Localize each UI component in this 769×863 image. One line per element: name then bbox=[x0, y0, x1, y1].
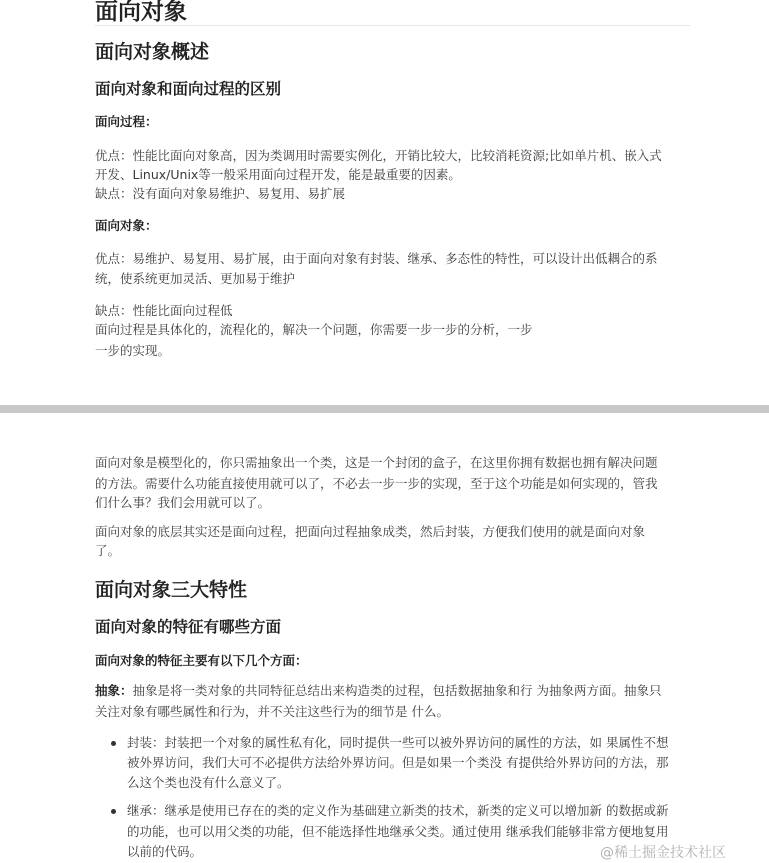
text-line: 优点：易维护、易复用、易扩展，由于面向对象有封装、继承、多态性的特性，可以设计出低耦合的系 bbox=[95, 251, 658, 266]
label-procedural: 面向过程： bbox=[95, 114, 158, 129]
text-line: 们什么事？我们会用就可以了。 bbox=[95, 495, 271, 510]
list-item-line: 封装：封装把一个对象的属性私有化，同时提供一些可以被外界访问的属性的方法，如 果属性不想 bbox=[127, 735, 669, 750]
text-line: 面向对象是模型化的，你只需抽象出一个类，这是一个封闭的盒子，在这里你拥有数据也拥有解决问题 bbox=[95, 455, 658, 470]
list-item-line: 的功能，也可以用父类的功能，但不能选择性地继承父类。通过使用 继承我们能够非常方便地复用 bbox=[127, 824, 669, 839]
page-separator bbox=[0, 405, 769, 413]
abstraction-label: 抽象： bbox=[95, 683, 133, 698]
text-line: 缺点：性能比面向过程低 bbox=[95, 303, 233, 318]
text-line: 开发、Linux/Unix等一般采用面向过程开发，能是最重要的因素。 bbox=[95, 167, 461, 182]
watermark: @稀土掘金技术社区 bbox=[600, 845, 726, 861]
text-line: 一步的实现。 bbox=[95, 343, 171, 358]
text-line: 了。 bbox=[95, 543, 121, 558]
features-intro: 面向对象的特征主要有以下几个方面： bbox=[95, 653, 308, 668]
label-oop: 面向对象： bbox=[95, 218, 158, 233]
heading-three-features: 面向对象三大特性 bbox=[95, 579, 248, 601]
title-divider bbox=[95, 25, 690, 26]
heading-features: 面向对象的特征有哪些方面 bbox=[95, 618, 282, 636]
text-line: 关注对象有哪些属性和行为，并不关注这些行为的细节是 什么。 bbox=[95, 704, 449, 719]
text-line: 面向对象的底层其实还是面向过程，把面向过程抽象成类，然后封装，方便我们使用的就是面向对象 bbox=[95, 524, 646, 539]
abstraction-line bbox=[95, 681, 662, 701]
text-line: 统，使系统更加灵活、更加易于维护 bbox=[95, 271, 296, 286]
text-line: 优点：性能比面向对象高，因为类调用时需要实例化，开销比较大，比较消耗资源;比如单片机、嵌入式 bbox=[95, 148, 662, 163]
list-item-line: 被外界访问，我们大可不必提供方法给外界访问。但是如果一个类没 有提供给外界访问的方法，那 bbox=[127, 755, 669, 770]
heading-difference: 面向对象和面向过程的区别 bbox=[95, 80, 282, 98]
list-item-line: 以前的代码。 bbox=[127, 844, 203, 859]
list-item-line: 继承：继承是使用已存在的类的定义作为基础建立新类的技术，新类的定义可以增加新 的数据或新 bbox=[127, 803, 669, 818]
text-line: 面向过程是具体化的，流程化的，解决一个问题，你需要一步一步的分析，一步 bbox=[95, 322, 533, 337]
bullet-icon bbox=[111, 741, 116, 746]
text: 抽象是将一类对象的共同特征总结出来构造类的过程，包括数据抽象和行 为抽象两方面。抽象只 bbox=[132, 683, 662, 698]
text-line: 缺点：没有面向对象易维护、易复用、易扩展 bbox=[95, 186, 346, 201]
heading-overview: 面向对象概述 bbox=[95, 41, 210, 63]
bullet-icon bbox=[111, 809, 116, 814]
text-line: 的方法。需要什么功能直接使用就可以了，不必去一步一步的实现，至于这个功能是如何实现的，管我 bbox=[95, 476, 658, 491]
page-title: 面向对象 bbox=[95, 0, 187, 25]
list-item-line: 么这个类也没有什么意义了。 bbox=[127, 775, 290, 790]
